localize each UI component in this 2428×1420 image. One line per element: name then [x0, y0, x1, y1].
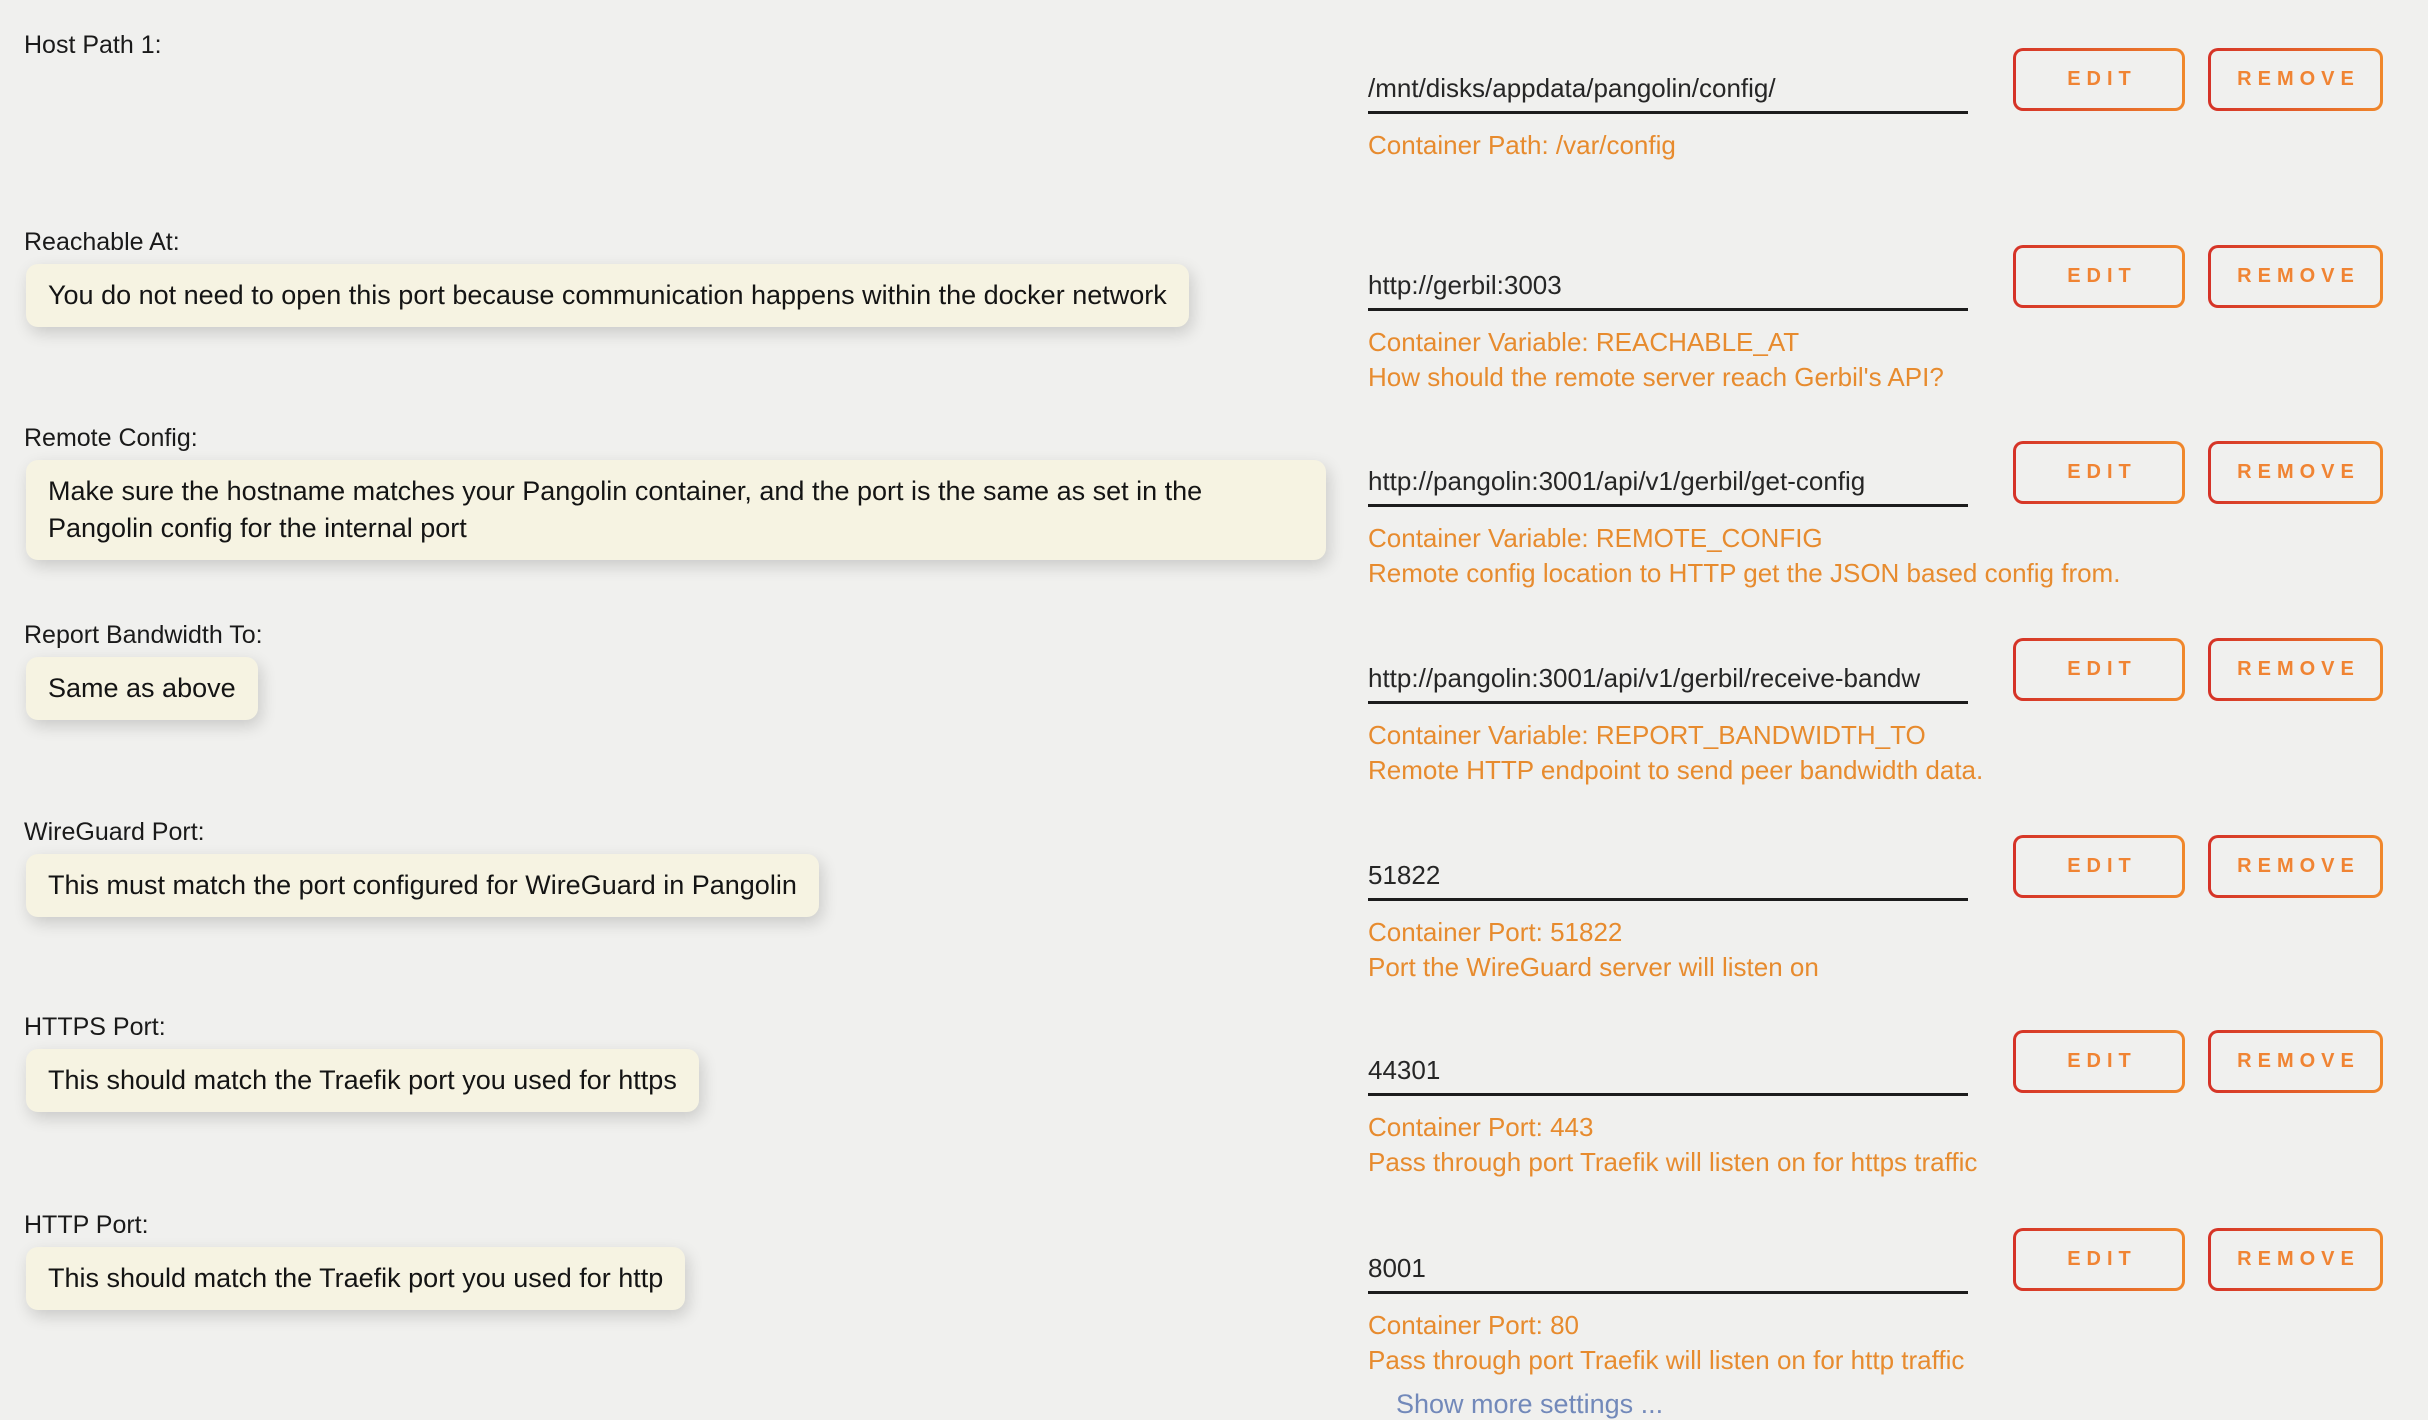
field-tooltip: You do not need to open this port because communication happens within the docker network [26, 264, 1189, 327]
remove-button-label: REMOVE [2211, 444, 2380, 501]
field-tooltip: This should match the Traefik port you used for https [26, 1049, 699, 1112]
remove-button[interactable] [2208, 835, 2383, 898]
field-label: Remote Config: [24, 424, 198, 452]
field-hint: Container Variable: REMOTE_CONFIG [1368, 523, 1823, 553]
field-hints [1368, 521, 2120, 591]
edit-button-label: EDIT [2016, 248, 2182, 305]
edit-button[interactable] [2013, 835, 2185, 898]
field-hint: Remote config location to HTTP get the JSON based config from. [1368, 558, 2121, 588]
wireguard-port-input[interactable]: 51822 [1368, 854, 1968, 901]
row-actions [2013, 638, 2383, 701]
remove-button-label: REMOVE [2211, 51, 2380, 108]
remove-button-label: REMOVE [2211, 248, 2380, 305]
field-label: Host Path 1: [24, 31, 162, 59]
remote-config-input[interactable]: http://pangolin:3001/api/v1/gerbil/get-config [1368, 460, 1968, 507]
edit-button[interactable] [2013, 1030, 2185, 1093]
remove-button[interactable] [2208, 1030, 2383, 1093]
field-hint: Port the WireGuard server will listen on [1368, 952, 1819, 982]
edit-button-label: EDIT [2016, 444, 2182, 501]
field-group [1368, 67, 1968, 163]
edit-button-label: EDIT [2016, 1033, 2182, 1090]
field-tooltip: Make sure the hostname matches your Pangolin container, and the port is the same as set in the Pangolin config for the internal port [26, 460, 1326, 560]
field-hint: Container Port: 80 [1368, 1310, 1580, 1340]
https-port-input[interactable]: 44301 [1368, 1049, 1968, 1096]
row-actions [2013, 245, 2383, 308]
field-group [1368, 1049, 1977, 1180]
field-hint: Pass through port Traefik will listen on for https traffic [1368, 1147, 1978, 1177]
field-group [1368, 460, 2120, 591]
field-tooltip: This should match the Traefik port you used for http [26, 1247, 685, 1310]
row-actions [2013, 1030, 2383, 1093]
reachable-at-input[interactable]: http://gerbil:3003 [1368, 264, 1968, 311]
edit-button[interactable] [2013, 245, 2185, 308]
field-label: WireGuard Port: [24, 818, 205, 846]
row-actions [2013, 441, 2383, 504]
field-tooltip: This must match the port configured for WireGuard in Pangolin [26, 854, 819, 917]
field-label: Report Bandwidth To: [24, 621, 263, 649]
http-port-input[interactable]: 8001 [1368, 1247, 1968, 1294]
edit-button[interactable] [2013, 48, 2185, 111]
show-more-settings-link[interactable]: Show more settings ... [1396, 1389, 1664, 1419]
remove-button[interactable] [2208, 245, 2383, 308]
config-row-https-port [0, 1013, 2428, 1209]
row-actions [2013, 835, 2383, 898]
field-hint: Container Variable: REACHABLE_AT [1368, 327, 1800, 357]
field-hint: Container Variable: REPORT_BANDWIDTH_TO [1368, 720, 1926, 750]
remove-button-label: REMOVE [2211, 1231, 2380, 1288]
config-row-http-port [0, 1211, 2428, 1407]
remove-button-label: REMOVE [2211, 641, 2380, 698]
edit-button[interactable] [2013, 441, 2185, 504]
field-hints [1368, 1110, 1977, 1180]
field-hint: How should the remote server reach Gerbil's API? [1368, 362, 1944, 392]
field-group [1368, 657, 1983, 788]
field-hints [1368, 325, 1968, 395]
field-hint: Container Port: 51822 [1368, 917, 1623, 947]
config-row-host-path-1 [0, 31, 2428, 227]
field-label: HTTPS Port: [24, 1013, 166, 1041]
field-hint: Container Port: 443 [1368, 1112, 1594, 1142]
field-label: Reachable At: [24, 228, 180, 256]
edit-button[interactable] [2013, 1228, 2185, 1291]
field-hints [1368, 915, 1968, 985]
config-row-reachable-at [0, 228, 2428, 424]
field-hint: Remote HTTP endpoint to send peer bandwidth data. [1368, 755, 1984, 785]
edit-button[interactable] [2013, 638, 2185, 701]
remove-button[interactable] [2208, 48, 2383, 111]
edit-button-label: EDIT [2016, 51, 2182, 108]
remove-button-label: REMOVE [2211, 1033, 2380, 1090]
edit-button-label: EDIT [2016, 838, 2182, 895]
row-actions [2013, 1228, 2383, 1291]
field-group [1368, 854, 1968, 985]
remove-button[interactable] [2208, 441, 2383, 504]
field-hint: Container Path: /var/config [1368, 130, 1676, 160]
remove-button[interactable] [2208, 638, 2383, 701]
edit-button-label: EDIT [2016, 1231, 2182, 1288]
field-group [1368, 1247, 1968, 1378]
field-label: HTTP Port: [24, 1211, 149, 1239]
field-hints [1368, 718, 1983, 788]
config-row-report-bandwidth-to [0, 621, 2428, 817]
config-row-wireguard-port [0, 818, 2428, 1014]
report-bandwidth-input[interactable]: http://pangolin:3001/api/v1/gerbil/receive-bandw [1368, 657, 1968, 704]
remove-button-label: REMOVE [2211, 838, 2380, 895]
field-hint: Pass through port Traefik will listen on for http traffic [1368, 1345, 1965, 1375]
field-tooltip: Same as above [26, 657, 258, 720]
field-hints [1368, 128, 1968, 163]
remove-button[interactable] [2208, 1228, 2383, 1291]
field-hints [1368, 1308, 1968, 1378]
row-actions [2013, 48, 2383, 111]
edit-button-label: EDIT [2016, 641, 2182, 698]
config-row-remote-config [0, 424, 2428, 620]
host-path-input[interactable]: /mnt/disks/appdata/pangolin/config/ [1368, 67, 1968, 114]
field-group [1368, 264, 1968, 395]
